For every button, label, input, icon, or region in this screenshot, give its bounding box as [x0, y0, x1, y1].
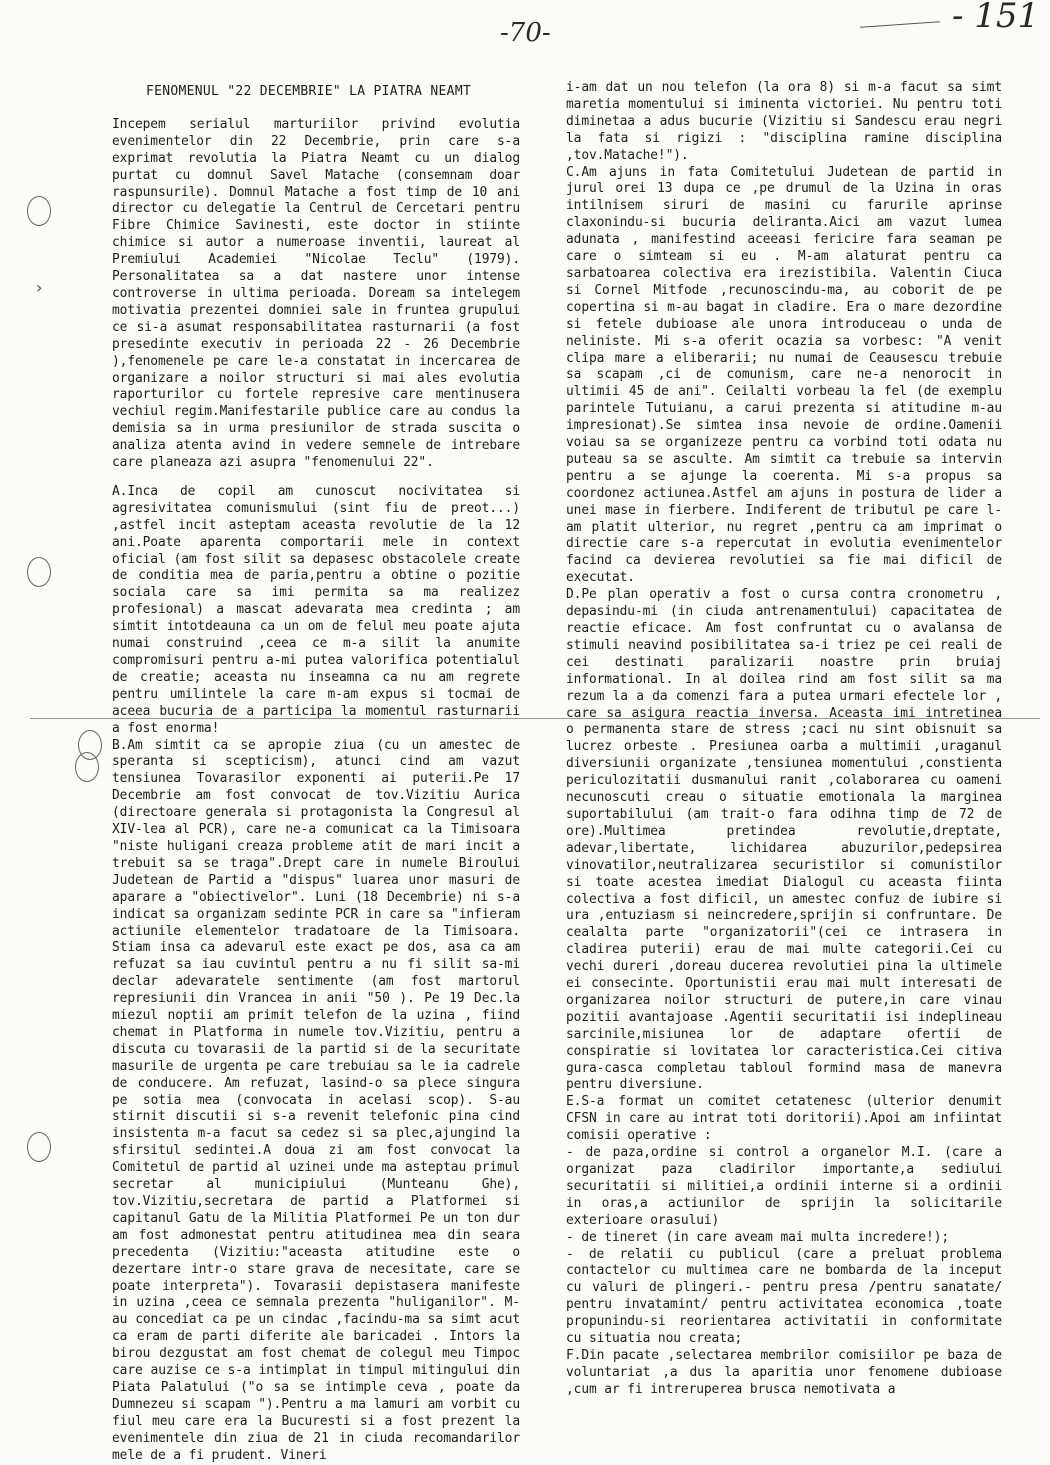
article-title: FENOMENUL "22 DECEMBRIE" LA PIATRA NEAMT — [146, 84, 472, 99]
commission-item: - de paza,ordine si control a organelor M.I. (care a organizat paza cladirilor importante,a sediului securitatii si militiei,a ordinii interne si a ordinii in oras,a actiunilor de sprijin la solicitarile exterioare orasului) — [566, 1145, 1002, 1228]
stamp-rule — [860, 21, 940, 28]
right-column — [566, 80, 1002, 1399]
page-number: -70- — [500, 18, 551, 48]
answer-e-paragraph: E.S-a format un comitet cetatenesc (ulterior denumit CFSN in care au intrat toti doritorii).Apoi am infiintat comisii operative : — [566, 1094, 1002, 1144]
archive-number: - 151 — [952, 0, 1040, 36]
margin-mark: › — [36, 278, 43, 297]
punch-hole — [75, 752, 99, 782]
answer-c-paragraph: C.Am ajuns in fata Comitetului Judetean de partid in jurul orei 13 dupa ce ,pe drumul de la Uzina in oras intilnisem siruri de masini cu farurile aprinse claxonindu-si bucuria delirantа.Aici am vazut lumea adunata , manifestind aceeasi fericire fara seaman pe care o simteam si eu . M-am alaturat pentru ca sarbatoarea colectiva era irezistibila. Valentin Ciuca si Cornel Mitfode ,recunoscindu-ma, au coborit de pe copertina si m-au bagat in cladire. Era o mare dezordine si fetele dubioase ale unora introduceau o unda de neliniste. Mi s-a oferit ocazia sa vorbesc: "A venit clipa mare a eliberarii; nu numai de Ceausescu trebuie sa scapam ,ci de comunism, care ne-a nenorocit in ultimii 45 de ani". Ceilalti vorbeau la fel (de exemplu parintele Tutuianu, a carui prezenta si atitudine m-au impresionat).Se simtea insa nevoie de ordine.Oamenii voiau sa se organizeze pentru ca vorbind toti odata nu puteau sa se asculte. Am simtit ca trebuie sa intervin pentru a se ajunge la coerenta. Mi s-a propus sa coordonez actiunea.Astfel am ajuns in postura de lider a unei mase in fierbere. Indiferent de tributul pe care l-am platit ulterior, nu regret ,pentru ca am imprimat o directie care s-a repercutat in evolutia evenimentelor facind ca devierea revolutiei sa fie mai dificil de executat. — [566, 164, 1002, 586]
punch-hole — [27, 557, 51, 587]
answer-d-paragraph: D.Pe plan operativ a fost o cursa contra cronometru , depasindu-mi (in ciuda antrenamentului) capacitatea de reactie eficace. Am fost confruntat cu o avalansa de stimuli neavind posibilitatea sa-i triez pe cei reali de cei destinati paralizarii noastre prin bruiaj informational. In al doilea rind am fost silit sa ma rezum la a da comenzi fara a putea urmari efectele lor , care sa asigura reactia inversa. Aceasta imi intretinea o permanenta stare de stress ;caci nu sint obisnuit sa lucrez orbeste . Presiunea oarba a multimii ,uraganul diversiunii organizate ,tensiunea momentului ,constienta periculozitatii dusmanului ranit ,colaborarea cu oameni necunoscuti creau o situatie emotionala la marginea suportabilului (am trait-o fara odihna timp de 72 de ore).Multimea pretindea revolutie,dreptate, adevar,libertate, lichidarea abuzurilor,pedepsirea vinovatilor,neutralizarea securistilor si comunistilor si toate acestea imediat Dialogul cu aceasta fiinta colectiva a fost dificil, un amestec confuz de iubire si ura ,entuziasm si neincredere,sprijin si confruntare. De cealalta parte "organizatorii"(cei ce intrasera in cladirea puterii) erau de mai multe categorii.Cei cu vechi dureri ,doreau ducerea revolutiei pina la ultimele ei consecinte. Oportunistii erau mai mult interesati de organizarea noilor structuri de putere,in care vinau pozitii avantajoase .Agentii securitatii isi indeplineau sarcinile,misiunea lor de adaptare ofertii de conspiratie si lovitatea lor caracteristica.Cei citiva gura-casca completau tabloul formind masa de manevra pentru diversiune. — [566, 587, 1002, 1093]
punch-hole — [27, 196, 51, 226]
punch-hole — [27, 1132, 51, 1162]
commission-item: - de relatii cu publicul (care a preluat problema contactelor cu multimea care ne bombarda de la inceput cu valuri de plingeri.- pentru presa /pentru sanatate/ pentru invatamint/ pentru activitatea economica ,toate propunindu-si reorientarea activitatii in conformitate cu situatia nou creata; — [566, 1246, 1002, 1347]
intro-paragraph: Incepem serialul marturiilor privind evolutia evenimentelor din 22 Decembrie, prin care s-a exprimat revolutia la Piatra Neamt cu un dialog purtat cu domnul Savel Matache (consemnam doar raspunsurile). Domnul Matache a fost timp de 10 ani director cu delegatie la Centrul de Cercetari pentru Fibre Chimice Savinesti, este doctor in stiinte chimice si autor a numeroase inventii, laureat al Premiului Academiei "Nicolae Teclu" (1979). Personalitatea sa a dat nastere unor intense controverse in ultima perioada. Doream sa intelegem motivatia prezentei domniei sale in fruntea grupului ce si-a asumat responsabilitatea rasturnarii (a fost presedinte executiv in perioada 22 - 26 Decembrie ),fenomenele pe care le-a constatat in incercarea de organizare a noilor structuri si mai ales evolutia raporturilor cu fortele represive care mentinusera vechiul regim.Manifestarile publice care au condus la demisia sa in urma presiunilor de strada suscita o analiza atenta avind in vedere semnele de intrebare care planeaza azi asupra "fenomenului 22". — [112, 116, 520, 471]
answer-f-paragraph: F.Din pacate ,selectarea membrilor comisiilor pe baza de voluntariat ,a dus la aparitia unor fenomene dubioase ,cum ar fi intreruperea brusca nemotivata a — [566, 1347, 1002, 1397]
left-column — [112, 84, 520, 1465]
answer-b-paragraph: B.Am simtit ca se apropie ziua (cu un amestec de speranta si scepticism), atunci cind am vazut tensiunea Tovarasilor exponenti ai puterii.Pe 17 Decembrie am fost convocat de tov.Vizitiu Aurica (directoare generala si protagonista la Congresul al XIV-lea al PCR), care ne-a comunicat ca la Timisoara "niste huligani creaza probleme atit de mari incit a trebuit sa se traga".Drept care in numele Biroului Judetean de Partid a "dispus" luarea unor masuri de aparare a "obiectivelor". Luni (18 Decembrie) ni s-a indicat sa organizam sedinte PCR in care sa "infieram actiunile elementelor tradatoare de la Timisoara. Stiam insa ca adevarul este exact pe dos, asa ca am refuzat sa iau cuvintul pentru a nu fi silit sa-mi declar adevaratele sentimente (am fost martorul represiunii din Vrancea in anii "50 ). Pe 19 Dec.la miezul noptii am primit telefon de la uzina , fiind chemat in Platforma in numele tov.Vizitiu, pentru a discuta cu tovarasii de la partid si de la securitate masurile de urgenta pe care trebuiau sa le ia cadrele de conducere. Am refuzat, lasind-o sa plece singura pe sotia mea (convocata in acelasi scop). S-au stirnit discutii si s-a revenit telefonic pina cind insistenta m-a facut sa cedez si sa plec,ajungind la sfirsitul sedintei.A doua zi am fost convocat la Comitetul de partid al uzinei unde ma asteptau primul secretar al municipiului (Munteanu Ghe), tov.Vizitiu,secretara de partid a Platformei si capitanul Gatu de la Militia Platformei Pe un ton dur am fost admonestat pentru atitudinea mea din seara precedenta (Vizitiu:"aceasta atitudine este o dezertare intr-o stare grava de necesitate, care se poate interpreta"). Tovarasii depistasera manifeste in uzina ,ceea ce semnala prezenta "huliganilor". M-au concediat ca pe un cindac ,facindu-ma sa simt acut ca eram de parti diferite ale baricadei . Intors la birou dezgustat am fost chemat de colegul meu Timpoc care auzise ce s-a intimplat in timpul mitingului din Piata Palatului ("o sa se intimple ceva , poate da Dumnezeu si scapam ").Pentru a ma lamuri am vorbit cu fiul meu care era la Bucuresti si a fost prezent la evenimentele din ziua de 21 in ciuda recomandarilor mele de a fi prudent. Vineri — [112, 737, 520, 1463]
continued-paragraph: i-am dat un nou telefon (la ora 8) si m-a facut sa simt maretia momentului si iminenta victoriei. Nu pentru toti diminetaa a adus bucurie (Vizitiu si Sandescu erau negri la fata si rigizi : "disciplina ramine disciplina ,tov.Matache!"). — [566, 80, 1002, 163]
answer-a-paragraph: A.Inca de copil am cunoscut nocivitatea si agresivitatea comunismului (sint fiu de preot...) ,astfel incit asteptam aceasta revolutie de la 12 ani.Poate aparenta comportarii mele in context oficial (am fost silit sa depasesc obstacolele create de conditia mea de paria,pentru a obtine o pozitie sociala care sa imi permita sa ma realizez profesional) a mascat adevarata mea credinta ; am simtit intotdeauna ca un om de felul meu poate ajuta numai construind ,ceea ce m-a silit la anumite compromisuri pentru a-mi putea valorifica potentialul de creatie; aceasta nu inseamna ca nu am regrete pentru umilintele la care m-am expus si tocmai de aceea bucuria de a participa la momentul rasturnarii a fost enorma! — [112, 483, 520, 736]
commission-item: - de tineret (in care aveam mai multa incredere!); — [566, 1229, 950, 1245]
